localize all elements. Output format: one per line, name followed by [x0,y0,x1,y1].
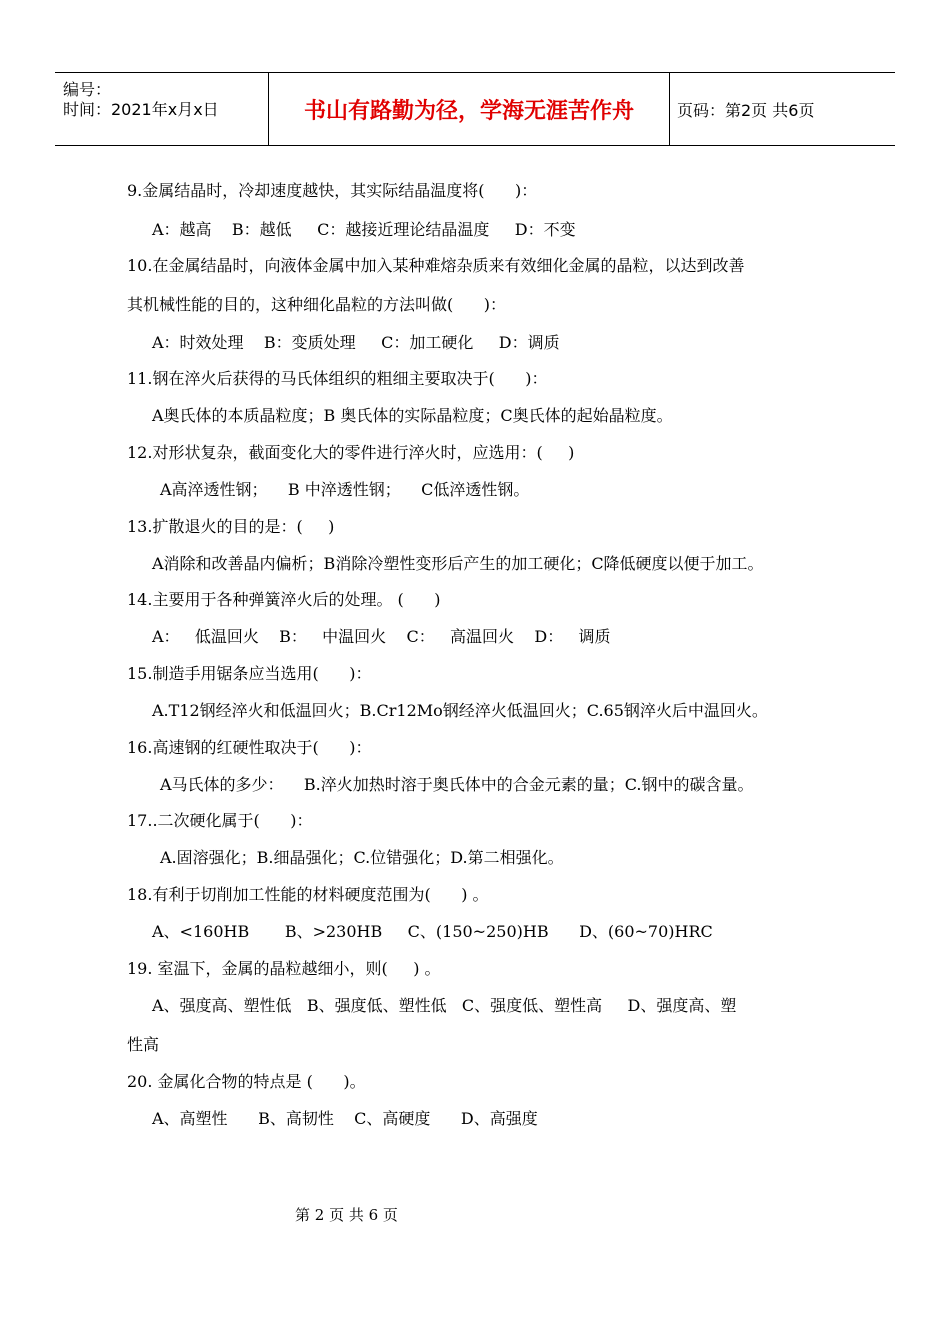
header-page-label: 页码：第2页 共6页 [677,100,815,120]
footer-page-number: 第 2 页 共 6 页 [295,1206,398,1224]
question-18: 18.有利于切削加工性能的材料硬度范围为( ) 。 [127,885,489,904]
question-18-options: A、<160HB B、>230HB C、(150~250)HB D、(60~70)HRC [152,922,713,941]
question-10-cont: 其机械性能的目的，这种细化晶粒的方法叫做( )： [127,295,507,314]
question-20-options: A、高塑性 B、高韧性 C、高硬度 D、高强度 [152,1109,538,1128]
question-17-options: A.固溶强化；B.细晶强化；C.位错强化；D.第二相强化。 [160,848,564,867]
page-header [55,72,895,146]
question-19-wrap: 性高 [127,1035,160,1054]
question-13: 13.扩散退火的目的是：( ) [127,517,335,536]
question-9: 9.金属结晶时，冷却速度越快，其实际结晶温度将( )： [127,181,538,200]
question-11: 11.钢在淬火后获得的马氏体组织的粗细主要取决于( )： [127,369,548,388]
time-label: 时间：2021年x月x日 [63,100,219,119]
question-16: 16.高速钢的红硬性取决于( )： [127,738,372,757]
question-12-options: A高淬透性钢； B 中淬透性钢； C低淬透性钢。 [160,480,530,499]
header-meta-cell [55,73,269,145]
header-motto: 书山有路勤为径，学海无涯苦作舟 [269,73,670,145]
number-label: 编号： [63,80,112,99]
question-11-options: A奥氏体的本质晶粒度；B 奥氏体的实际晶粒度；C奥氏体的起始晶粒度。 [152,406,673,425]
question-12: 12.对形状复杂，截面变化大的零件进行淬火时，应选用：( ) [127,443,575,462]
question-14: 14.主要用于各种弹簧淬火后的处理。 ( ) [127,590,441,609]
question-13-options: A消除和改善晶内偏析；B消除冷塑性变形后产生的加工硬化；C降低硬度以便于加工。 [152,554,764,573]
question-19: 19. 室温下，金属的晶粒越细小，则( ) 。 [127,959,441,978]
question-10: 10.在金属结晶时，向液体金属中加入某种难熔杂质来有效细化金属的晶粒，以达到改善 [127,256,745,275]
question-14-options: A： 低温回火 B： 中温回火 C： 高温回火 D： 调质 [152,627,611,646]
question-19-options: A、强度高、塑性低 B、强度低、塑性低 C、强度低、塑性高 D、强度高、塑 [152,996,737,1015]
question-17: 17..二次硬化属于( )： [127,811,313,830]
page-footer [0,1204,950,1225]
question-10-options: A：时效处理 B：变质处理 C：加工硬化 D：调质 [152,333,560,352]
question-15-options: A.T12钢经淬火和低温回火；B.Cr12Mo钢经淬火低温回火；C.65钢淬火后中温回火。 [152,701,768,720]
question-9-options: A：越高 B：越低 C：越接近理论结晶温度 D：不变 [152,220,576,239]
question-15: 15.制造手用锯条应当选用( )： [127,664,372,683]
question-20: 20. 金属化合物的特点是 ( )。 [127,1072,366,1091]
question-16-options: A马氏体的多少： B.淬火加热时溶于奥氏体中的合金元素的量；C.钢中的碳含量。 [160,775,754,794]
